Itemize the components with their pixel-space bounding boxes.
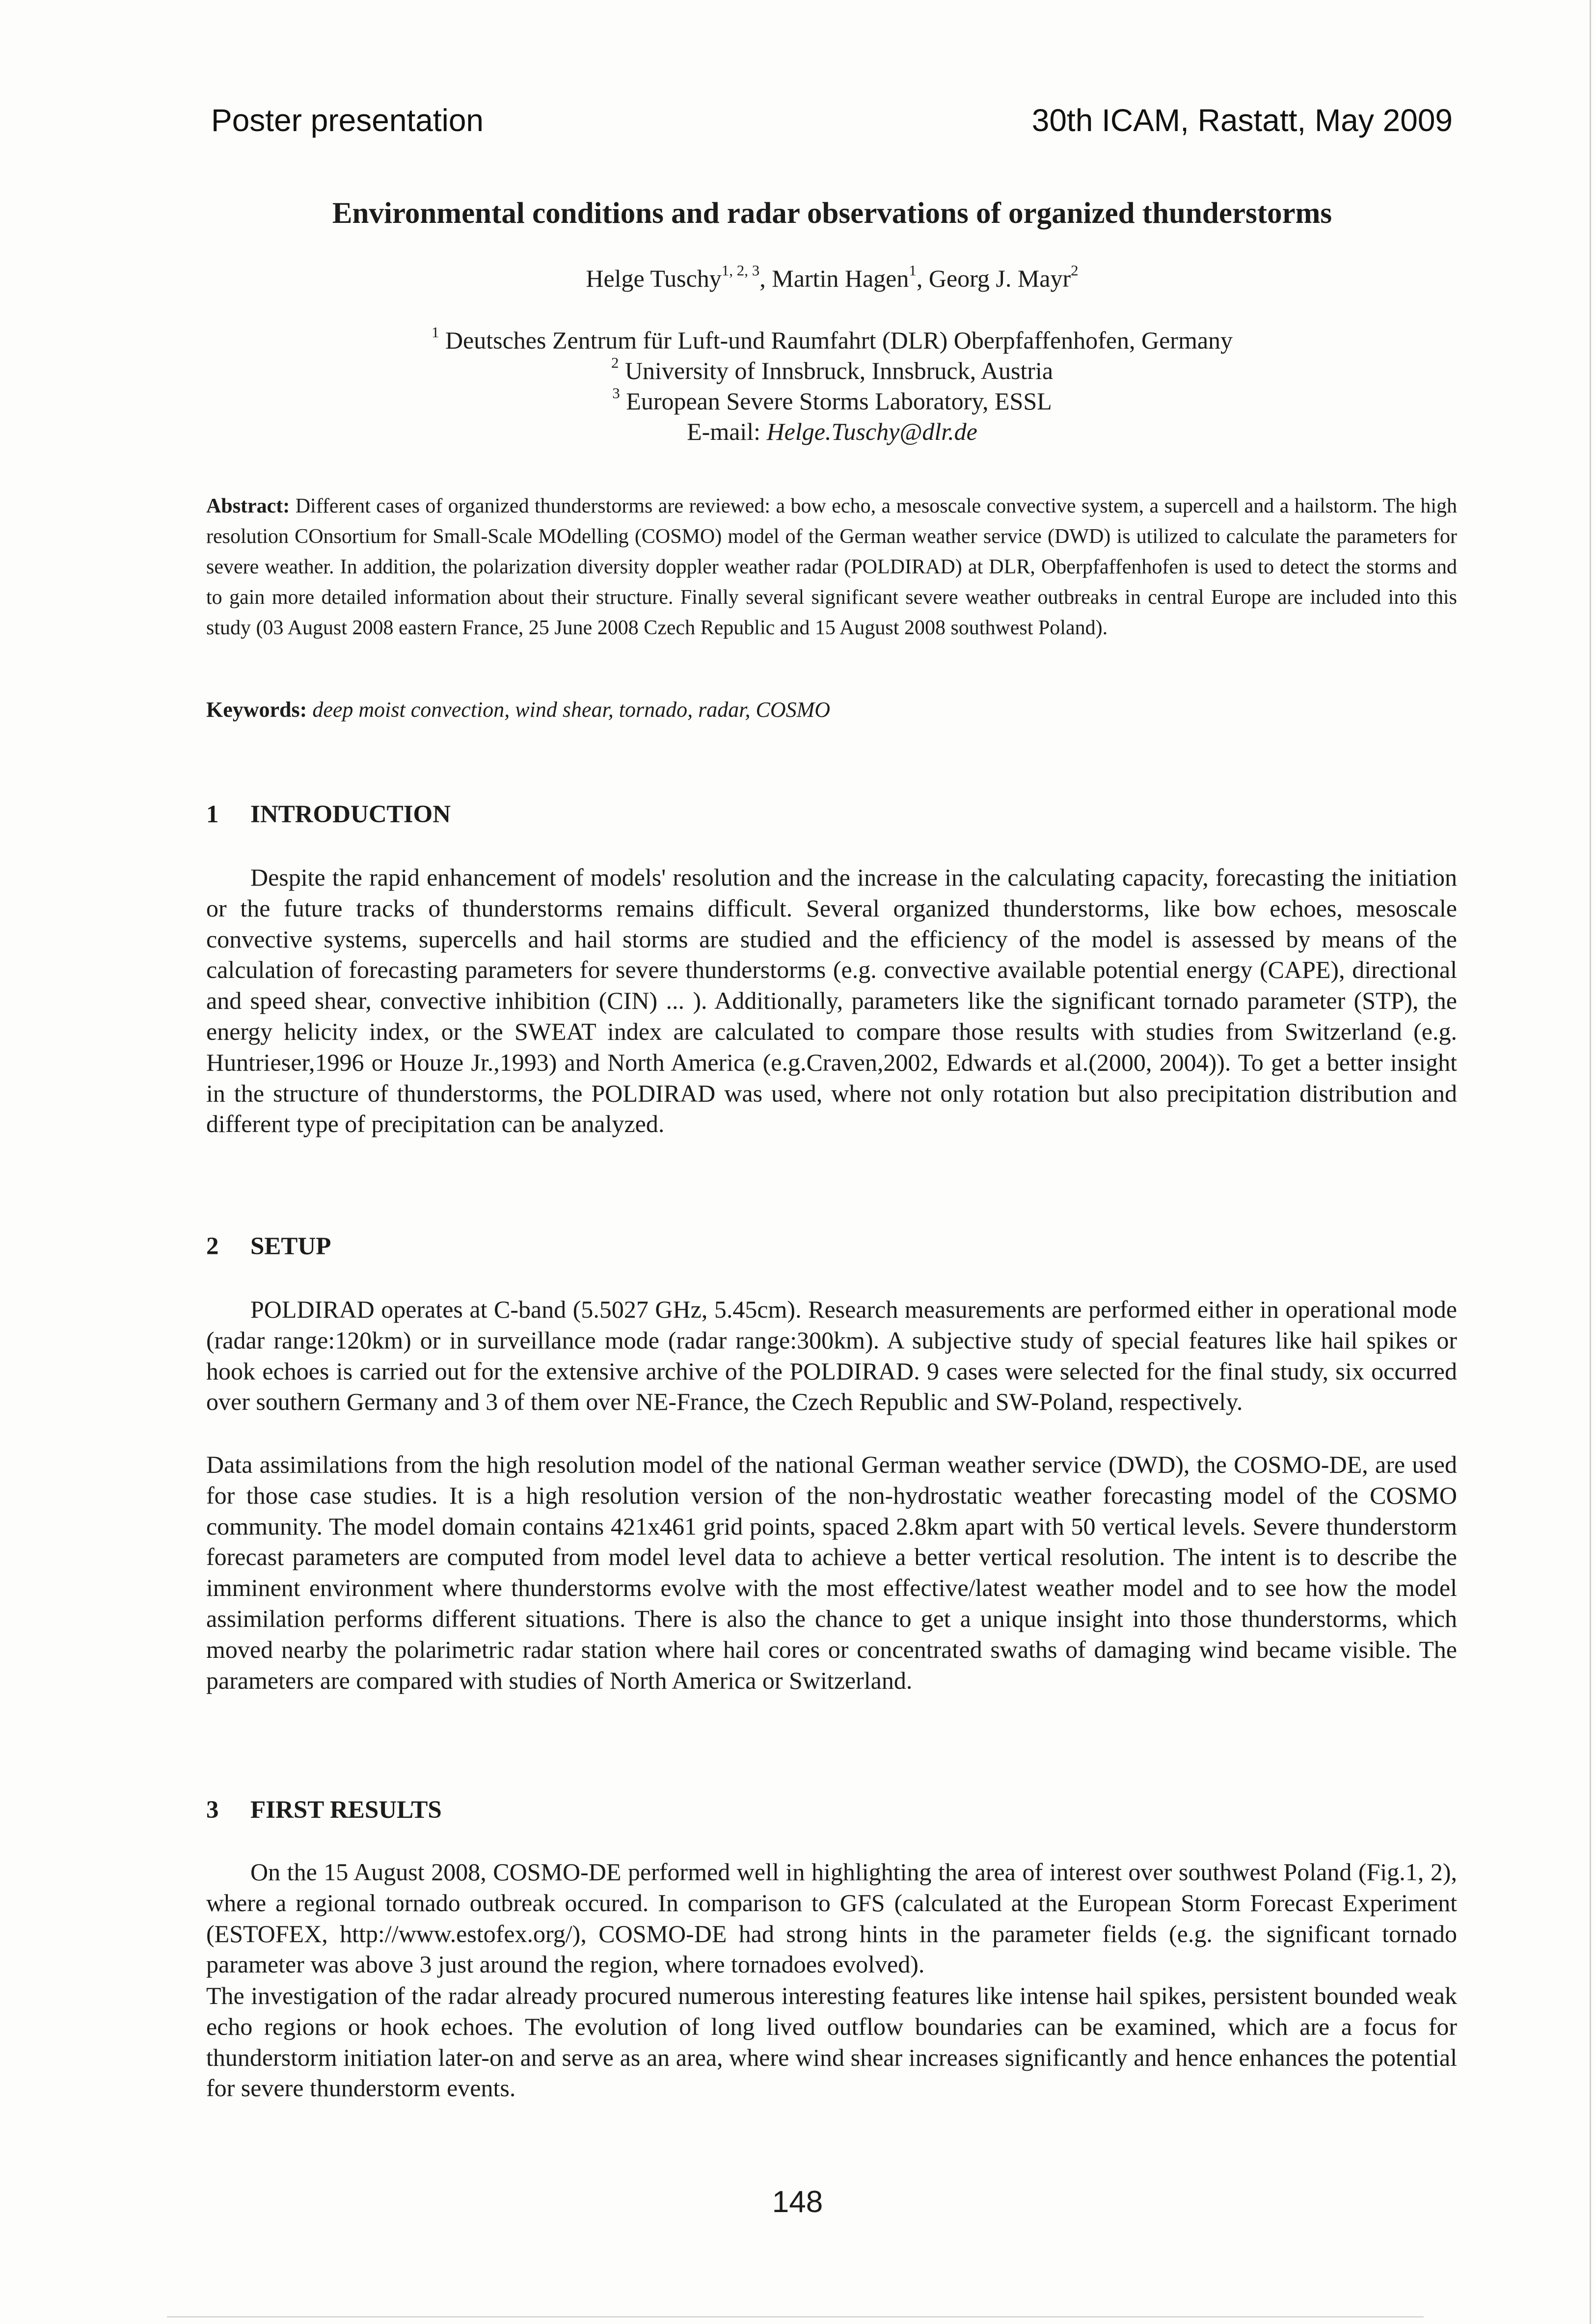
email-address[interactable]: Helge.Tuschy@dlr.de bbox=[766, 418, 977, 445]
affiliation-text: University of Innsbruck, Innsbruck, Austria bbox=[619, 357, 1054, 384]
section-number: 3 bbox=[206, 1796, 219, 1824]
affiliation-text: Deutsches Zentrum für Luft-und Raumfahrt (DLR) Oberpfaffenhofen, Germany bbox=[439, 326, 1233, 354]
author-line bbox=[211, 261, 1453, 293]
paragraph-text: On the 15 August 2008, COSMO-DE performed well in highlighting the area of interest over southwest Poland (Fig.1, 2), where a regional tornado outbreak occured. In comparison to GFS (calculated at the European Storm Forecast Experiment (ESTOFEX, http://www.estofex.org/), COSMO-DE had strong hints in the parameter fields (e.g. the significant tornado parameter was above 3 just around the region, where tornadoes evolved). bbox=[206, 1858, 1457, 1978]
keywords-label: Keywords: bbox=[206, 698, 307, 722]
scan-edge-right bbox=[1590, 0, 1591, 2324]
paragraph-results-2 bbox=[206, 1980, 1457, 2104]
section-title: SETUP bbox=[250, 1233, 331, 1260]
affiliation-line bbox=[211, 386, 1453, 416]
author-name: , Martin Hagen bbox=[759, 265, 909, 292]
header-left: Poster presentation bbox=[211, 103, 484, 138]
header-right: 30th ICAM, Rastatt, May 2009 bbox=[1031, 103, 1453, 138]
abstract-text: Different cases of organized thunderstorms are reviewed: a bow echo, a mesoscale convective system, a supercell and a hailstorm. The high resolution COnsortium for Small-Scale MOdelling (COSMO) model of the German weather service (DWD) is utilized to calculate the parameters for severe weather. In addition, the polarization diversity doppler weather radar (POLDIRAD) at DLR, Oberpfaffenhofen is used to detect the storms and to gain more detailed information about their structure. Finally several significant severe weather outbreaks in central Europe are included into this study (03 August 2008 eastern France, 25 June 2008 Czech Republic and 15 August 2008 southwest Poland). bbox=[206, 495, 1457, 639]
affiliations bbox=[211, 325, 1453, 447]
email-line bbox=[211, 416, 1453, 447]
section-heading-introduction bbox=[206, 800, 451, 829]
paragraph-introduction bbox=[206, 862, 1457, 1139]
section-title: INTRODUCTION bbox=[250, 801, 451, 828]
affiliation-marker: 2 bbox=[611, 353, 619, 371]
email-label: E-mail: bbox=[687, 418, 767, 445]
scan-edge-bottom bbox=[167, 2316, 1424, 2318]
paragraph-setup-2 bbox=[206, 1449, 1457, 1696]
section-number: 2 bbox=[206, 1233, 219, 1260]
section-heading-first-results bbox=[206, 1796, 442, 1824]
affiliation-line bbox=[211, 355, 1453, 386]
affiliation-marker: 1 bbox=[431, 323, 439, 341]
abstract-label: Abstract: bbox=[206, 495, 290, 517]
page-number: 148 bbox=[772, 2185, 823, 2219]
author-name: Helge Tuschy bbox=[586, 265, 722, 292]
paragraph-text: Despite the rapid enhancement of models' resolution and the increase in the calculating capacity, forecasting the initiation or the future tracks of thunderstorms remains difficult. Several organized thunderstorms, like bow echoes, mesoscale convective systems, supercells and hail storms are studied and the efficiency of the model is assessed by means of the calculation of forecasting parameters for severe thunderstorms (e.g. convective available potential energy (CAPE), directional and speed shear, convective inhibition (CIN) ... ). Additionally, parameters like the significant tornado parameter (STP), the energy helicity index, or the SWEAT index are calculated to compare those results with studies from Switzerland (e.g. Huntrieser,1996 or Houze Jr.,1993) and North America (e.g.Craven,2002, Edwards et al.(2000, 2004)). To get a better insight in the structure of thunderstorms, the POLDIRAD was used, where not only rotation but also precipitation distribution and different type of precipitation can be analyzed. bbox=[206, 864, 1457, 1138]
author-affiliation-marker: 1, 2, 3 bbox=[721, 261, 760, 279]
affiliation-line bbox=[211, 325, 1453, 355]
section-title: FIRST RESULTS bbox=[250, 1796, 442, 1824]
author-affiliation-marker: 2 bbox=[1071, 261, 1079, 279]
paragraph-text: Data assimilations from the high resolution model of the national German weather service (DWD), the COSMO-DE, are used for those case studies. It is a high resolution version of the non-hydrostatic weather forecasting model of the COSMO community. The model domain contains 421x461 grid points, spaced 2.8km apart with 50 vertical levels. Severe thunderstorm forecast parameters are computed from model level data to achieve a better vertical resolution. The intent is to describe the imminent environment where thunderstorms evolve with the most effective/latest weather model and to see how the model assimilation performs different situations. There is also the chance to get a unique insight into those thunderstorms, which moved nearby the polarimetric radar station where hail cores or concentrated swaths of damaging wind became visible. The parameters are compared with studies of North America or Switzerland. bbox=[206, 1451, 1457, 1694]
section-heading-setup bbox=[206, 1232, 331, 1261]
section-number: 1 bbox=[206, 801, 219, 828]
paragraph-setup-1 bbox=[206, 1294, 1457, 1417]
author-name: , Georg J. Mayr bbox=[916, 265, 1071, 292]
affiliation-text: European Severe Storms Laboratory, ESSL bbox=[620, 387, 1052, 415]
paper-title: Environmental conditions and radar observations of organized thunderstorms bbox=[332, 197, 1332, 230]
paragraph-text: The investigation of the radar already procured numerous interesting features like intense hail spikes, persistent bounded weak echo regions or hook echoes. The evolution of long lived outflow boundaries can be examined, which are a focus for thunderstorm initiation later-on and serve as an area, where wind shear increases significantly and hence enhances the potential for severe thunderstorm events. bbox=[206, 1982, 1457, 2102]
abstract bbox=[206, 491, 1457, 643]
affiliation-marker: 3 bbox=[612, 384, 620, 402]
paragraph-text: POLDIRAD operates at C-band (5.5027 GHz, 5.45cm). Research measurements are performed either in operational mode (radar range:120km) or in surveillance mode (radar range:300km). A subjective study of special features like hail spikes or hook echoes is carried out for the extensive archive of the POLDIRAD. 9 cases were selected for the final study, six occurred over southern Germany and 3 of them over NE-France, the Czech Republic and SW-Poland, respectively. bbox=[206, 1296, 1457, 1416]
paragraph-results-1 bbox=[206, 1857, 1457, 1980]
author-affiliation-marker: 1 bbox=[909, 261, 917, 279]
keywords bbox=[206, 697, 1457, 722]
keywords-text: deep moist convection, wind shear, tornado, radar, COSMO bbox=[307, 698, 831, 722]
